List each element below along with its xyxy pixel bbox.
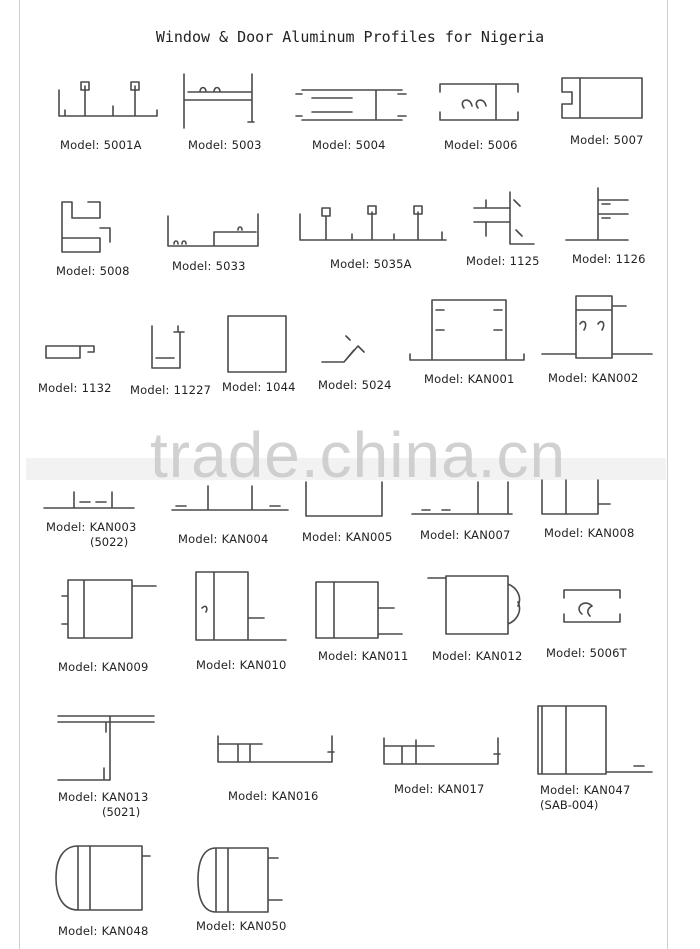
caption-KAN013-note: (5021) (102, 805, 141, 819)
left-border-line (19, 0, 20, 949)
profile-5024 (320, 332, 370, 366)
profile-5035A (296, 202, 452, 248)
caption-5007: Model: 5007 (570, 133, 644, 147)
profile-5004 (292, 84, 410, 128)
profile-KAN007 (408, 478, 516, 520)
caption-KAN047: Model: KAN047 (540, 783, 631, 797)
caption-1125: Model: 1125 (466, 254, 540, 268)
right-border-line (667, 0, 668, 949)
caption-KAN013: Model: KAN013 (58, 790, 149, 804)
caption-KAN010: Model: KAN010 (196, 658, 287, 672)
profile-KAN012 (424, 572, 526, 638)
profile-5033 (164, 210, 264, 252)
profile-1126 (562, 186, 634, 244)
profile-KAN001 (406, 296, 530, 366)
caption-KAN005: Model: KAN005 (302, 530, 393, 544)
profile-KAN008 (538, 476, 618, 518)
caption-KAN048: Model: KAN048 (58, 924, 149, 938)
profile-1125 (470, 188, 540, 248)
caption-5004: Model: 5004 (312, 138, 386, 152)
profile-5003 (180, 72, 270, 130)
profile-KAN011 (312, 578, 410, 642)
profile-1044 (224, 312, 290, 376)
caption-KAN008: Model: KAN008 (544, 526, 635, 540)
caption-KAN017: Model: KAN017 (394, 782, 485, 796)
caption-KAN047-note: (SAB-004) (540, 798, 599, 812)
profile-KAN048 (52, 842, 156, 914)
caption-KAN009: Model: KAN009 (58, 660, 149, 674)
caption-KAN004: Model: KAN004 (178, 532, 269, 546)
caption-5006T: Model: 5006T (546, 646, 627, 660)
caption-5003: Model: 5003 (188, 138, 262, 152)
profile-5008 (58, 198, 124, 256)
profile-KAN005 (302, 478, 388, 520)
caption-KAN007: Model: KAN007 (420, 528, 511, 542)
profile-KAN016 (214, 732, 338, 772)
profile-5007 (558, 74, 648, 122)
caption-1132: Model: 1132 (38, 381, 112, 395)
caption-11227: Model: 11227 (130, 383, 212, 397)
profile-KAN002 (536, 292, 658, 364)
caption-5006: Model: 5006 (444, 138, 518, 152)
caption-5008: Model: 5008 (56, 264, 130, 278)
caption-5024: Model: 5024 (318, 378, 392, 392)
caption-KAN012: Model: KAN012 (432, 649, 523, 663)
caption-5001A: Model: 5001A (60, 138, 142, 152)
caption-KAN003-note: (5022) (90, 535, 129, 549)
caption-5033: Model: 5033 (172, 259, 246, 273)
caption-5035A: Model: 5035A (330, 257, 412, 271)
caption-KAN016: Model: KAN016 (228, 789, 319, 803)
profile-KAN047 (534, 702, 658, 780)
caption-KAN001: Model: KAN001 (424, 372, 515, 386)
watermark-text: trade.china.cn (150, 419, 567, 491)
profile-5006 (434, 80, 534, 124)
profile-KAN017 (380, 734, 504, 774)
profile-KAN003 (40, 486, 140, 514)
caption-1044: Model: 1044 (222, 380, 296, 394)
page-title: Window & Door Aluminum Profiles for Nigeria (155, 28, 545, 46)
caption-KAN011: Model: KAN011 (318, 649, 409, 663)
caption-KAN050: Model: KAN050 (196, 919, 287, 933)
profile-KAN004 (168, 480, 294, 520)
profile-5001A (55, 78, 165, 123)
caption-1126: Model: 1126 (572, 252, 646, 266)
profile-KAN009 (58, 576, 162, 642)
profile-5006T (560, 584, 626, 628)
profile-KAN013 (54, 712, 160, 784)
caption-KAN003: Model: KAN003 (46, 520, 137, 534)
profile-1132 (42, 340, 102, 364)
profile-KAN010 (192, 568, 292, 648)
profile-KAN050 (194, 844, 290, 916)
caption-KAN002: Model: KAN002 (548, 371, 639, 385)
profile-11227 (146, 322, 192, 374)
